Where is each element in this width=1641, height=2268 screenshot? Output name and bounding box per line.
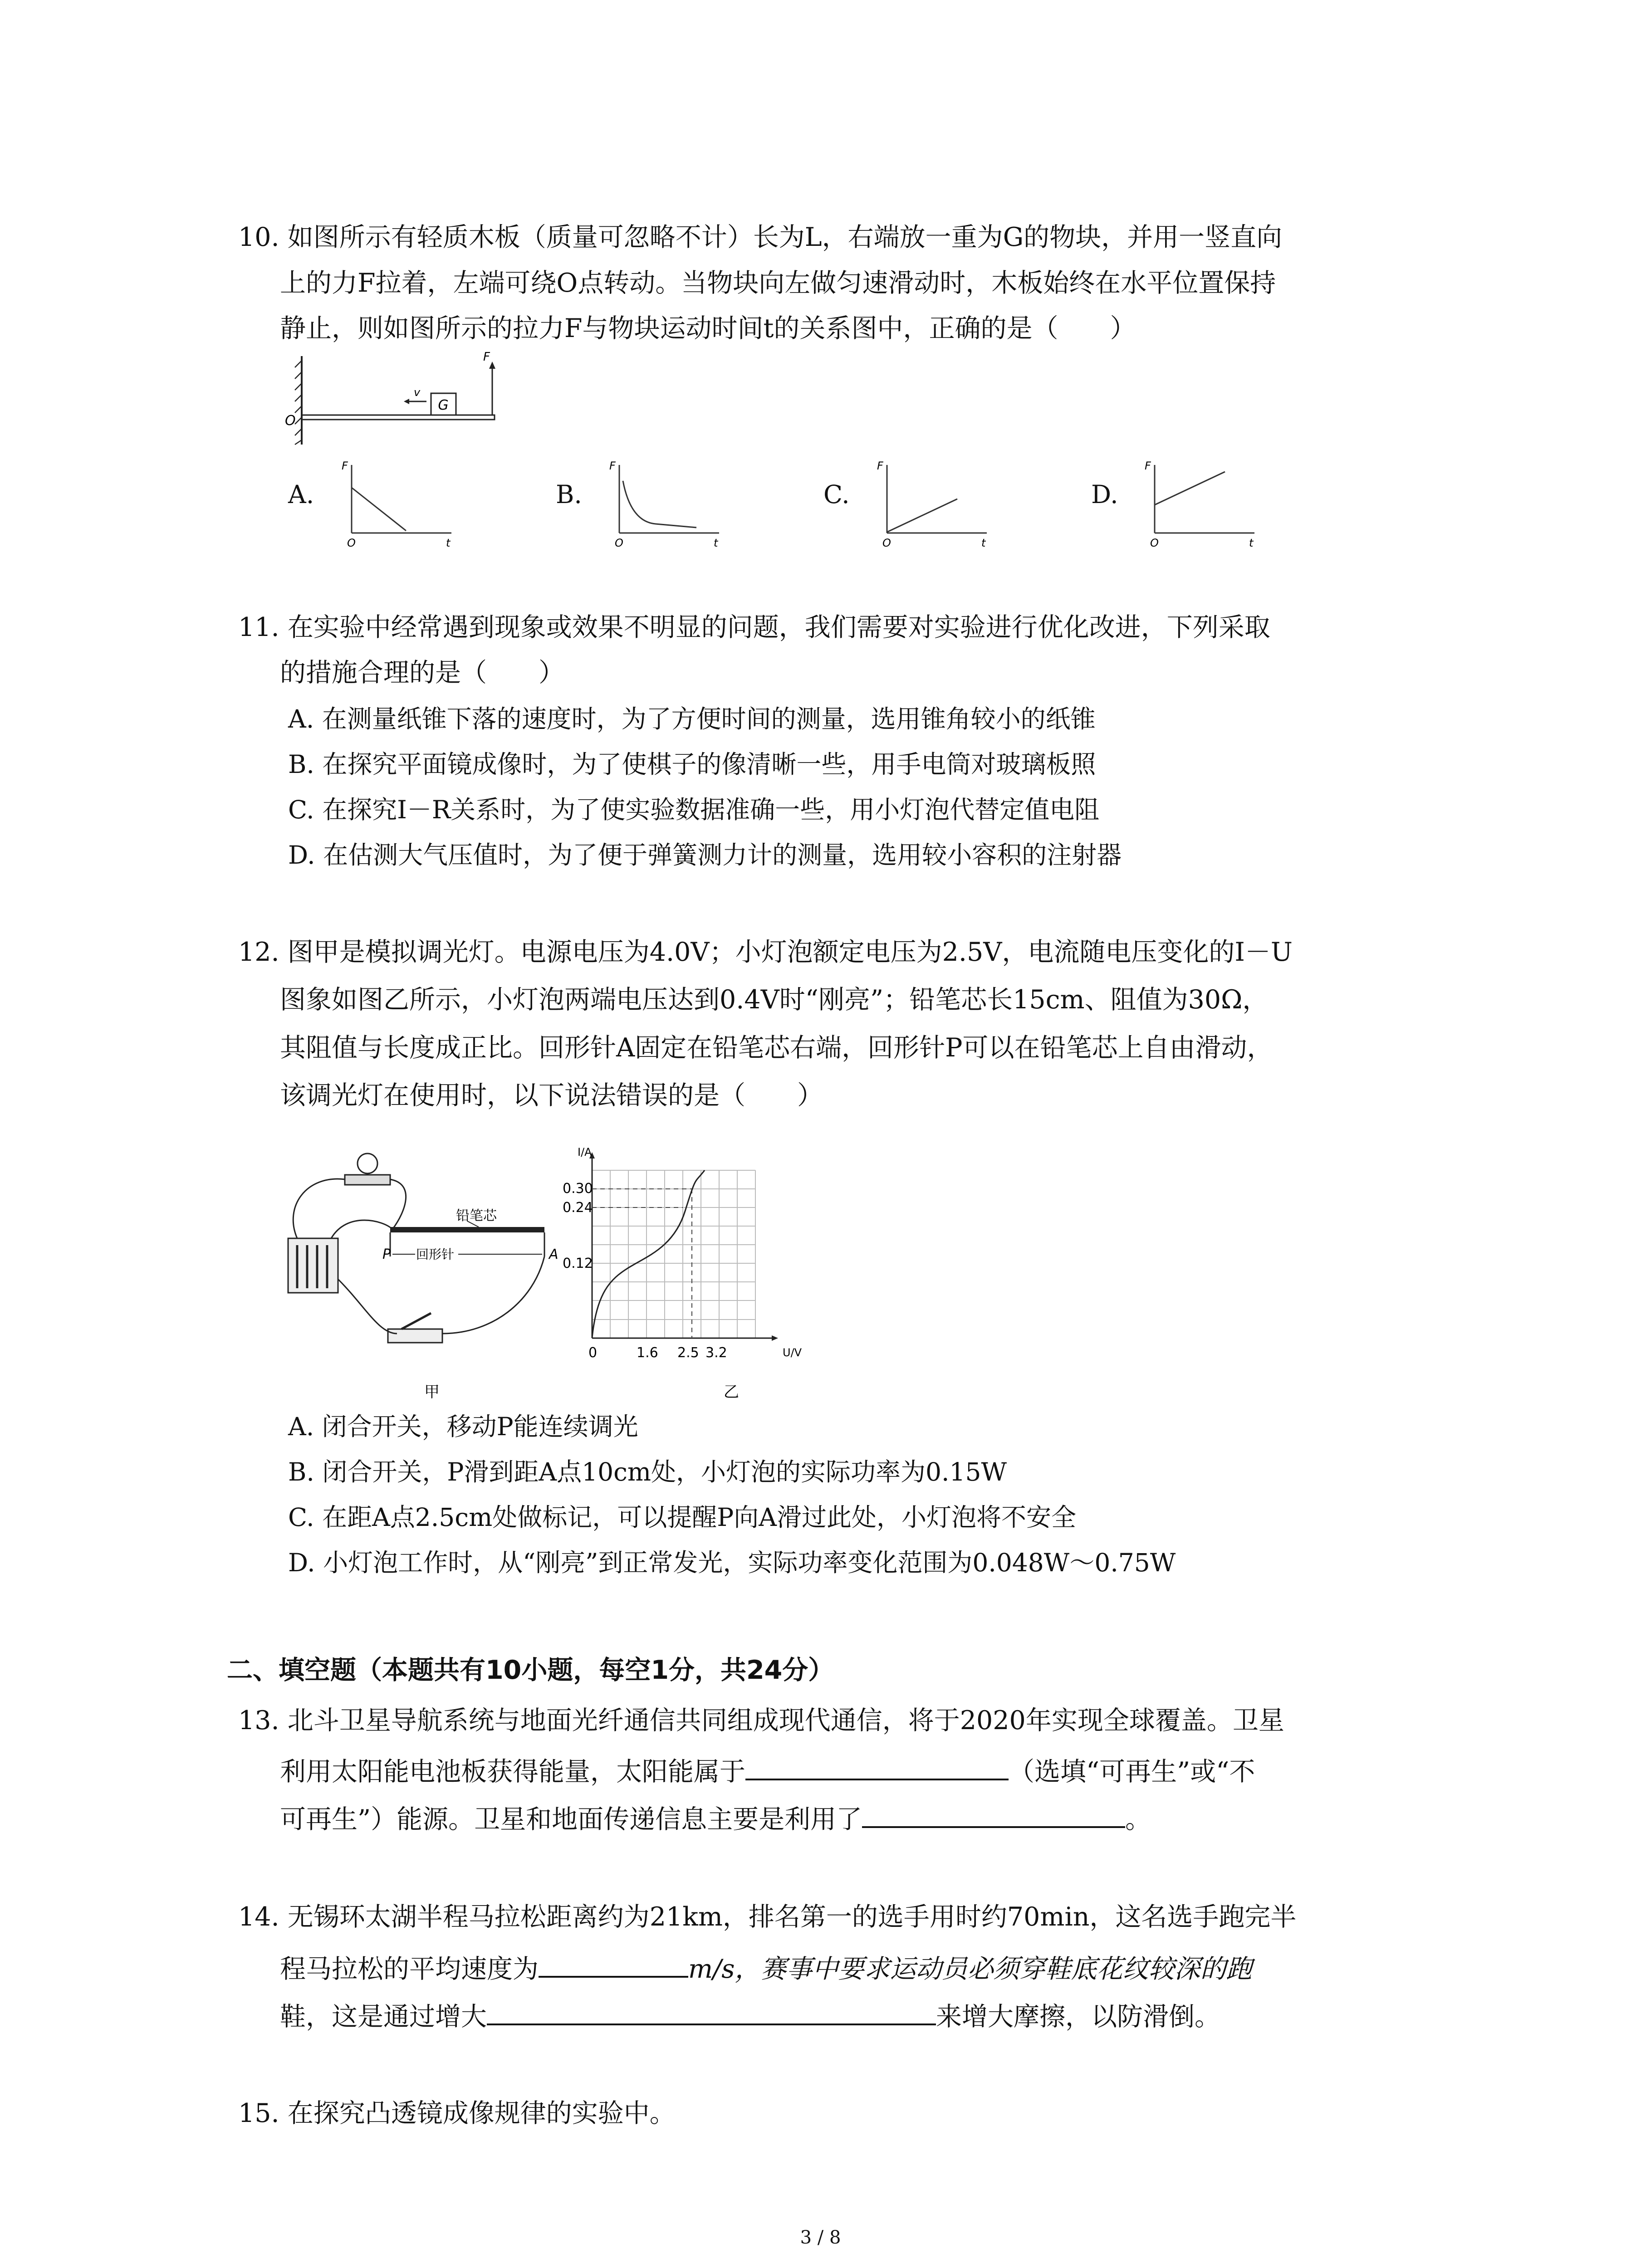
graph-d-origin: O xyxy=(1150,537,1159,549)
iu-graph xyxy=(560,1143,833,1406)
graph-origin: 0 xyxy=(588,1345,598,1361)
q10-graph-d xyxy=(1141,456,1259,551)
q13-line-2-text-a: 利用太阳能电池板获得能量，太阳能属于 xyxy=(280,1757,745,1787)
q12-option-a: A. 闭合开关，移动P能连续调光 xyxy=(288,1412,638,1441)
battery-icon xyxy=(288,1238,338,1293)
graph-c-origin: O xyxy=(882,537,891,549)
circuit-figure xyxy=(279,1143,560,1406)
q14-blank-1[interactable] xyxy=(539,1950,688,1978)
q13-line-1: 13. 北斗卫星导航系统与地面光纤通信共同组成现代通信，将于2020年实现全球覆盖。卫星 xyxy=(238,1706,1284,1735)
xtick-25: 2.5 xyxy=(677,1345,699,1361)
block-g-label: G xyxy=(438,397,449,413)
q11-option-b: B. 在探究平面镜成像时，为了使棋子的像清晰一些，用手电筒对玻璃板照 xyxy=(288,750,1096,779)
q10-line-3: 静止，则如图所示的拉力F与物块运动时间t的关系图中，正确的是（ ） xyxy=(280,313,1136,343)
q14-blank-2[interactable] xyxy=(487,1998,936,2025)
q12-option-d: D. 小灯泡工作时，从“刚亮”到正常发光，实际功率变化范围为0.048W～0.75W xyxy=(288,1548,1176,1577)
q10-graph-b xyxy=(606,456,724,551)
q12-line-4: 该调光灯在使用时，以下说法错误的是（ ） xyxy=(280,1080,823,1110)
q13-line-3-text-a: 可再生”）能源。卫星和地面传递信息主要是利用了 xyxy=(280,1804,862,1834)
q11-option-c: C. 在探究I－R关系时，为了使实验数据准确一些，用小灯泡代替定值电阻 xyxy=(288,795,1100,824)
ytick-012: 0.12 xyxy=(563,1256,593,1271)
ytick-030: 0.30 xyxy=(563,1181,593,1197)
graph-a-line xyxy=(352,488,406,531)
q13-blank-2[interactable] xyxy=(862,1801,1125,1828)
graph-a-y-label: F xyxy=(342,459,348,472)
q14-line-3-text-a: 鞋，这是通过增大 xyxy=(280,2002,487,2032)
iu-curve xyxy=(592,1170,705,1338)
q15-line-1: 15. 在探究凸透镜成像规律的实验中。 xyxy=(238,2098,676,2128)
q10-option-a-label: A. xyxy=(288,480,314,509)
circuit-caption: 甲 xyxy=(424,1383,440,1401)
graph-ylabel: I/A xyxy=(578,1146,592,1158)
graph-xlabel: U/V xyxy=(783,1346,802,1359)
q13-line-3 xyxy=(280,1801,1151,1836)
pivot-o-label: O xyxy=(285,413,296,429)
velocity-v-label: v xyxy=(414,386,421,399)
graph-caption: 乙 xyxy=(724,1383,739,1401)
graph-a-origin: O xyxy=(347,537,356,549)
clip-label: 回形针 xyxy=(416,1247,455,1262)
q12-line-1: 12. 图甲是模拟调光灯。电源电压为4.0V；小灯泡额定电压为2.5V，电流随电压变化的I－U xyxy=(238,937,1293,967)
q14-line-3 xyxy=(280,1998,1220,2033)
clip-a-label: A xyxy=(549,1246,558,1262)
q12-option-b: B. 闭合开关，P滑到距A点10cm处，小灯泡的实际功率为0.15W xyxy=(288,1457,1007,1486)
q13-line-3-text-b: 。 xyxy=(1125,1804,1151,1834)
ytick-024: 0.24 xyxy=(563,1200,593,1216)
section-2-title: 二、填空题（本题共有10小题，每空1分，共24分） xyxy=(227,1655,834,1685)
clip-p-label: P xyxy=(382,1246,391,1262)
q10-graph-c xyxy=(873,456,991,551)
page-number: 3 / 8 xyxy=(800,2227,841,2248)
graph-a-x-label: t xyxy=(446,537,451,549)
graph-b-curve xyxy=(623,481,696,528)
graph-d-x-label: t xyxy=(1249,537,1254,549)
graph-b-x-label: t xyxy=(714,537,718,549)
q14-line-2-text-b: m/s，赛事中要求运动员必须穿鞋底花纹较深的跑 xyxy=(688,1954,1252,1984)
lamp-bulb-icon xyxy=(358,1154,377,1173)
q14-line-3-text-b: 来增大摩擦，以防滑倒。 xyxy=(936,2002,1220,2032)
q14-line-2 xyxy=(280,1950,1252,1985)
q12-option-c: C. 在距A点2.5cm处做标记，可以提醒P向A滑过此处，小灯泡将不安全 xyxy=(288,1503,1076,1532)
q10-graph-a xyxy=(338,456,456,551)
q12-line-2: 图象如图乙所示，小灯泡两端电压达到0.4V时“刚亮”；铅笔芯长15cm、阻值为30Ω， xyxy=(280,985,1269,1015)
q12-line-3: 其阻值与长度成正比。回形针A固定在铅笔芯右端，回形针P可以在铅笔芯上自由滑动， xyxy=(280,1033,1273,1063)
q13-line-2 xyxy=(280,1753,1255,1788)
q13-blank-1[interactable] xyxy=(745,1753,1009,1780)
graph-b-y-label: F xyxy=(609,459,616,472)
q10-line-2: 上的力F拉着，左端可绕O点转动。当物块向左做匀速滑动时，木板始终在水平位置保持 xyxy=(280,268,1276,298)
force-f-label: F xyxy=(483,352,490,364)
q10-option-b-label: B. xyxy=(556,480,582,509)
q11-line-2: 的措施合理的是（ ） xyxy=(280,658,564,688)
graph-d-y-label: F xyxy=(1145,459,1151,472)
q10-option-c-label: C. xyxy=(823,480,850,509)
q11-option-d: D. 在估测大气压值时，为了便于弹簧测力计的测量，选用较小容积的注射器 xyxy=(288,841,1122,870)
q14-line-2-text-a: 程马拉松的平均速度为 xyxy=(280,1954,539,1984)
pencil-lead-label: 铅笔芯 xyxy=(456,1208,497,1224)
graph-d-line xyxy=(1155,472,1225,505)
switch-icon xyxy=(388,1329,442,1343)
q10-line-1: 10. 如图所示有轻质木板（质量可忽略不计）长为L，右端放一重为G的物块，并用一竖直向 xyxy=(238,222,1283,252)
graph-c-line xyxy=(887,499,957,532)
graph-c-y-label: F xyxy=(877,459,883,472)
xtick-16: 1.6 xyxy=(637,1345,658,1361)
lever-figure xyxy=(277,352,513,451)
graph-c-x-label: t xyxy=(981,537,986,549)
graph-b-origin: O xyxy=(615,537,623,549)
q13-line-2-text-b: （选填“可再生”或“不 xyxy=(1009,1757,1255,1787)
q14-line-1: 14. 无锡环太湖半程马拉松距离约为21km，排名第一的选手用时约70min，这名选手跑完半 xyxy=(238,1902,1297,1932)
q10-option-d-label: D. xyxy=(1091,480,1118,509)
q11-option-a: A. 在测量纸锥下落的速度时，为了方便时间的测量，选用锥角较小的纸锥 xyxy=(288,704,1096,733)
xtick-32: 3.2 xyxy=(705,1345,727,1361)
q11-line-1: 11. 在实验中经常遇到现象或效果不明显的问题，我们需要对实验进行优化改进，下列采取 xyxy=(238,612,1270,642)
